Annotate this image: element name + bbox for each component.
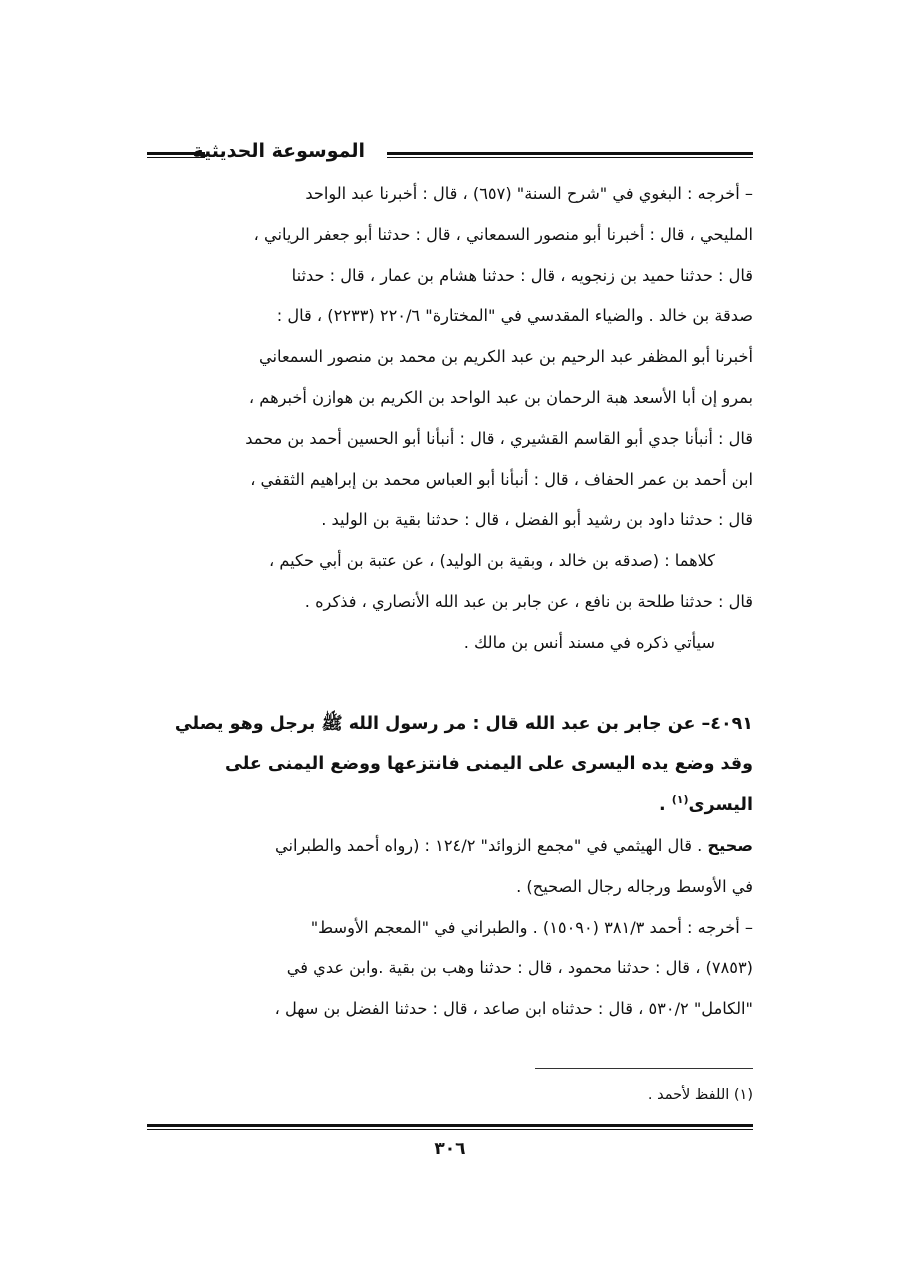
text-line: ابن أحمد بن عمر الحفاف ، قال : أنبأنا أبو العباس محمد بن إبراهيم الثقفي ، (250, 469, 753, 489)
hadith-text: اليسرى (688, 795, 753, 816)
text-line: قال : حدثنا حميد بن زنجويه ، قال : حدثنا هشام بن عمار ، قال : حدثنا (291, 265, 753, 285)
grading-line: في الأوسط ورجاله رجال الصحيح) . (516, 876, 753, 896)
text-line: صدقة بن خالد . والضياء المقدسي في "المختارة" ٢٢٠/٦ (٢٢٣٣) ، قال : (276, 306, 753, 326)
footnote-reference: (١) (671, 793, 689, 807)
page-number: ٣٠٦ (434, 1139, 466, 1159)
footnote: (١) اللفظ لأحمد . (647, 1087, 753, 1103)
hadith-end: . (659, 795, 672, 816)
text-line: – أخرجه : البغوي في "شرح السنة" (٦٥٧) ، قال : أخبرنا عبد الواحد (305, 184, 753, 203)
text-line: المليحي ، قال : أخبرنا أبو منصور السمعاني ، قال : حدثنا أبو جعفر الرياني ، (253, 224, 753, 244)
text-line: سيأتي ذكره في مسند أنس بن مالك . (463, 632, 715, 652)
text-line: كلاهما : (صدقه بن خالد ، وبقية بن الوليد) ، عن عتبة بن أبي حكيم ، (268, 551, 715, 571)
text-line: قال : حدثنا طلحة بن نافع ، عن جابر بن عبد الله الأنصاري ، فذكره . (304, 591, 753, 611)
header-rule-left (147, 152, 205, 158)
hadith-line-last (147, 785, 753, 826)
footnote-rule (535, 1068, 753, 1069)
grading-line (147, 826, 753, 867)
header-rule-right (387, 152, 753, 158)
text-line: بمرو إن أبا الأسعد هبة الرحمان بن عبد الواحد بن الكريم بن هوازن أخبرهم ، (248, 387, 753, 407)
grading-word: صحيح (707, 835, 753, 855)
grading-text: . قال الهيثمي في "مجمع الزوائد" ١٢٤/٢ : (رواه أحمد والطبراني (275, 835, 708, 855)
takhrij-line: "الكامل" ٥٣٠/٢ ، قال : حدثناه ابن صاعد ، قال : حدثنا الفضل بن سهل ، (274, 999, 753, 1019)
header-title: الموسوعة الحديثية (192, 140, 365, 162)
takhrij-line: (٧٨٥٣) ، قال : حدثنا محمود ، قال : حدثنا وهب بن بقية .وابن عدي في (286, 958, 753, 978)
running-header (147, 138, 753, 168)
main-text (147, 174, 753, 1030)
text-line: أخبرنا أبو المظفر عبد الرحيم بن عبد الكريم بن محمد بن منصور السمعاني (259, 347, 753, 367)
hadith-line: ٤٠٩١– عن جابر بن عبد الله قال : مر رسول الله ﷺ برجل وهو يصلي (174, 713, 753, 734)
footer-rule (147, 1124, 753, 1130)
paragraph-gap (147, 664, 753, 704)
text-line: قال : حدثنا داود بن رشيد أبو الفضل ، قال : حدثنا بقية بن الوليد . (321, 510, 753, 530)
text-line: قال : أنبأنا جدي أبو القاسم القشيري ، قال : أنبأنا أبو الحسين أحمد بن محمد (245, 428, 753, 448)
hadith-line: وقد وضع يده اليسرى على اليمنى فانتزعها ووضع اليمنى على (225, 754, 753, 775)
takhrij-line: – أخرجه : أحمد ٣٨١/٣ (١٥٠٩٠) . والطبراني في "المعجم الأوسط" (310, 917, 753, 937)
